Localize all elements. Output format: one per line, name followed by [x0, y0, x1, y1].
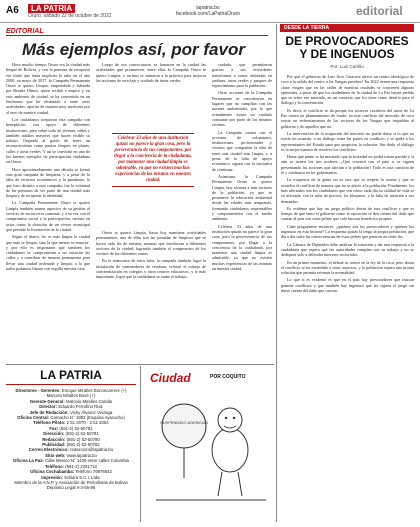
masthead-value: (591-2) 2201710 — [65, 463, 97, 469]
paragraph: La Cámara de Diputados debe analizar la situación y dar una respuesta a la ciudadanía que espera que las autoridades cumplan con su trabajo y no se dediquen solo a defender intereses sectoriales. — [281, 241, 414, 258]
section-label: editorial — [356, 4, 403, 18]
masthead-label: Director: — [39, 404, 58, 410]
masthead-value: Marcelo Miralles Candia — [65, 398, 113, 404]
editorial-title: Más ejemplos así, por favor — [22, 40, 245, 59]
masthead-lines — [6, 388, 136, 491]
masthead-label: Oficina Central: — [17, 415, 50, 421]
editorial-column-2-bottom — [96, 230, 206, 360]
sign-circle — [159, 404, 209, 448]
masthead-value: Camacho N° 1892 (Esquina Ayacucho) — [50, 415, 125, 421]
paragraph: Los ciudadanos aceptaron esta campaña con beneplácito, con apoyo de diferentes instituciones, pero sobre todo de jóvenes, niños y también adultos mayores que hacen visible su trabajo, llegando al grado de tener un reconocimiento como puntos limpios en plazas, calles y áreas verdes. Y así se convirtió en uno de los buenos ejemplos de participación ciudadana en Oruro. — [6, 116, 90, 165]
masthead-label: Redacción: — [42, 436, 66, 442]
paragraph: Según el diario, 'no es más limpia la ciudad que más se limpia, sino la que menos se ensucia', y por ello es importante que también los ciudadanos se comprometan a no ensuciar las calles y a contribuir de manera permanente para llevar una ciudad ordenada y limpia, a la que todos podamos llamar con orgullo nuestra casa. — [6, 234, 90, 271]
masthead-title: LA PATRIA — [6, 368, 136, 385]
paragraph: Celebrar 33 años de una institución quizás no parece la gran cosa, pero la perseverancia de sus componentes, por llegar a la conciencia de la ciudadanía, por mantener una ciudad limpia es admirable, ya que no existen muchas experiencias de las mismas en nuestra ciudad. — [212, 223, 272, 271]
masthead-value: Eduardo Ferrufino Ruiz — [58, 404, 103, 410]
masthead-label: Correo Electrónico: — [28, 447, 69, 453]
cartoon-illustration — [146, 368, 272, 522]
paragraph: Es decir, el conflicto se da porque los sectores cocaleros del norte de La Paz tienen un planteamiento de fondo: en este conflicto del mercado de coca existe un enfrentamiento de los sectores de los Yungas que respaldan al gobierno y de aquellos que no. — [281, 107, 414, 129]
character-body — [212, 428, 248, 472]
masthead-value: Enrique Miralles Bonnecarrere (+) — [61, 388, 127, 393]
masthead-value: Marcelo Miralles Bové (+) — [46, 393, 96, 399]
cartoon-title: Ciudad — [150, 371, 191, 385]
editorial-tag: EDITORIAL — [6, 28, 268, 36]
paragraph: Oruro te quiero Limpia, hasta hoy mantiene actividades permanentes, una de ellas son las jornadas de limpieza que se hacen cada fin de semana, mismas que involucran a diferentes sectores de la ciudad, logrando también el compromiso de los vecinos de las diferentes zonas. — [96, 230, 206, 257]
pull-quote: Celebrar 33 años de una institución quizás no parece la gran cosa, pero la perseverancia de sus componentes, por llegar a la conciencia de la ciudadanía, por mantener una ciudad limpia es admirable, ya que no existen muchas experiencias de las mismas en nuestra ciudad. — [112, 133, 194, 187]
sign-text: SUSPENDIDO AGENCIAS — [159, 420, 209, 425]
masthead-value: 2 51 2070 - 2 51 2064 — [66, 420, 109, 426]
paragraph: En un primer momento, el debate se centró en la ley de la coca, pero ahora el conflicto se ha extendido a otros aspectos, y la población espera una pronta solución que permita retomar la normalidad. — [281, 259, 414, 276]
paragraph: Otras acciones de la Campaña Permanente se convirtieron en lugares que no cumplían con las normas ambientales, por lo que actualmente existe un cuidado constante por parte de los mismos vecinos. — [212, 90, 272, 128]
paragraph: En el transcurso de estos años, la campaña también logró la instalación de contenedores de residuos, reforzó el trabajo de concientización en colegios y otros centros educativos, y lo más importante, logró que la ciudadanía se sume al trabajo. — [96, 258, 206, 280]
masthead-label: Gerente General: — [29, 398, 65, 404]
masthead-label: Oficina La Paz: — [13, 458, 44, 464]
social-links — [168, 5, 248, 17]
cartoon-divider — [140, 366, 141, 522]
masthead-label: Impresión: — [41, 474, 64, 480]
masthead-value: (591-2) 52-50781 — [65, 431, 99, 437]
masthead-value: redaccion@lapatria.bo — [70, 447, 114, 453]
masthead-label: Oficina Cochabamba: — [30, 469, 75, 475]
masthead-value: Calle Mexico N° 1430 entre calles Colombia — [45, 458, 129, 464]
editorial-column-2-top — [96, 62, 206, 132]
masthead — [6, 368, 136, 491]
opinion-section-label: DESDE LA TIERRA — [284, 25, 330, 31]
paragraph: Por qué el gobierno de Luis Arce Catacora ofrece un centro ideológico de coca a la salida del centro a las Yungas paceños? En 2022 tienen una respuesta clara: exigen que en las calles de nuestras ciudades se concreten algunas opiniones, a pesar de que los ciudadanos de la ciudad de La Paz hayan pedido que se retire ese mercado, en un contexto que los tiene como desafío para el diálogo y la concertación. — [281, 74, 414, 106]
masthead-value: Miembro de la A.N.P. y Asociación de Periodistas de Bolivia — [14, 479, 128, 485]
paragraph: La exigencia de la gente no es otra que se respete la norma y que se resuelva el conflicto de manera que no se afecte a la población. Finalmente, los más afectados son los ciudadanos que ven cómo cada día su calidad de vida se ve afectada, con la suba de precios, los bloqueos, y la falta de atención a sus demandas. — [281, 177, 414, 204]
masthead-label: Sitio web: — [45, 452, 66, 458]
masthead-value: Editora S.C.I. Ltda. — [64, 474, 101, 480]
paragraph: Cabe preguntarse entonces, ¿quiénes son los provocadores y quiénes los ingenuos en esta historia? La respuesta quizás la tenga la propia población, que día a día sufre las consecuencias de estas peleas que parecen no tener fin. — [281, 223, 414, 240]
opinion-body — [281, 74, 414, 522]
paragraph: Es evidente que hay un juego político detrás de este conflicto y que es tiempo de que tanto el gobierno como la oposición se den cuenta del daño que causan al país con estas peleas que solo buscan beneficios propios. — [281, 205, 414, 222]
paragraph: Hace aproximadamente una década se formó esta gran campaña de limpieza, y a pesar de la falta de recursos económicos y la pandemia, lo que hizo distinto a esta campaña, fue la voluntad de las personas de ser parte de una ciudad más limpia y de recuperar la identidad. — [6, 166, 90, 199]
masthead-value: (591-2) 52-50781 — [59, 425, 93, 431]
paragraph: Asimismo, la Campaña Permanente Oruro te quiero Limpia, hoy alcanza a más sectores de la población, ya que se promueve la educación ambiental desde las edades más tempranas, formando ciudadanos responsables y comprometidos con el medio ambiente. — [212, 173, 272, 222]
editorial-column-3 — [212, 62, 272, 360]
masthead-value: Depósito Legal 4-3-55-96 — [46, 485, 96, 491]
masthead-value: Vicky Álvarez Veizaga — [70, 409, 113, 415]
masthead-line — [6, 485, 136, 490]
opinion-title: DE PROVOCADORES Y DE INGENUOS — [285, 34, 409, 61]
paragraph: La intervención de la ocupación del mercado no puede darse si es que no existe un acuerdo, o un diálogo entre las partes en conflicto, y se apela a los representantes del Estado para que propicien la solución. Sin duda, el diálogo es la mejor manera de resolver los conflictos. — [281, 130, 414, 152]
cartoon-credit: POR COQUITO — [210, 374, 246, 380]
paragraph: Lo que sí es evidente es que en el país hay provocadores que buscan generar conflictos y que también hay ingenuos que les siguen el juego sin darse cuenta del daño que causan. — [281, 277, 414, 293]
paragraph: cuidado, que permitieron gracias a sus actividades transformar a zonas olvidadas en jardines, áreas verdes y parques de esparcimiento para la población. — [212, 62, 272, 89]
masthead-label: Jefe de Redacción: — [29, 409, 69, 415]
horizontal-divider — [6, 364, 274, 365]
paragraph: Hace mucho tiempo Oruro era la ciudad más limpia de Bolivia, y con la premisa de recuperar ese título que tenía implícita la urbe en el año 2000, en mayo de 2017, la Campaña Permanente Oruro te quiero Limpia, emprendida y liderada por Beatriz Olmos, quien recibió e inspiró y, en este ambiente de ciudad, se ha convertido en un fenómeno que ha alcanzado a entre otras actividades, aportar de manera muy meritoria por el aseo de nuestra ciudad. — [6, 62, 90, 115]
opinion-section-bar — [280, 24, 414, 32]
character-leg — [218, 472, 222, 496]
opinion-author: Por: Luis Carrillo — [330, 64, 364, 69]
masthead-value: www.lapatria.bo — [66, 452, 97, 458]
paragraph: Luego de esa convocatoria, se lanzaron en la ciudad las actividades que promueven, entre ellas la Campaña Oruro te quiero Limpia, e incluso se sumaron a la práctica para mejorar las acciones de reciclaje y cuidado de áreas verdes. — [96, 62, 206, 83]
social-facebook: facebook.com/LaPatriaOruro — [176, 11, 240, 17]
paragraph: Hasta qué punto se ha mostrado que la sociedad no podrá tomar partido y si aún se tienen los tres poderes, ¿Qué ocurrirá con el país si se siguen presentando las acciones que afectan a la población? Todo es una cuestión de fe y confianza en los gobernantes. — [281, 154, 414, 176]
social-web: lapatria.bo — [196, 5, 220, 11]
masthead-label: Directores - Gerentes: — [15, 388, 61, 393]
masthead-value: (591-2) 52-50780 — [66, 436, 100, 442]
masthead-label: Teléfono Piloto: — [33, 420, 66, 426]
masthead-label: Publicidad: — [42, 442, 66, 448]
masthead-value: (591-2) 52-50782 — [66, 442, 100, 448]
masthead-label: Dirección: — [43, 431, 65, 437]
paragraph: La Campaña cuenta con el accionar de voluntarios, instituciones, profesionales y vecinos que comparten la idea de tener una ciudad más limpia, y a pesar de la falta de apoyo económico siguen con la iniciativa de continuar. — [212, 129, 272, 172]
editorial-column-1 — [6, 62, 90, 360]
character-leg — [238, 472, 242, 496]
masthead-label: Fax: — [49, 425, 59, 431]
paragraph: La Campaña Permanente Oruro te quiero Limpia también asume aspectos de su gestión al servicio de un servicio comunal, y a su vez con el compromiso social y la participación, incluso en actos como la dotación de un vivero municipal que permite la forestación de la ciudad. — [6, 200, 90, 232]
masthead-value: Teléfono 76976542 — [75, 469, 112, 475]
character-eye — [225, 417, 227, 419]
page-number: A6 — [6, 5, 19, 16]
character-eye — [233, 417, 235, 419]
newspaper-logo: LA PATRIA — [28, 4, 75, 13]
column-divider — [276, 24, 277, 522]
issue-date: Oruro, sábado 22 de octubre de 2022 — [28, 13, 112, 19]
masthead-label: Teléfono: — [45, 463, 65, 469]
